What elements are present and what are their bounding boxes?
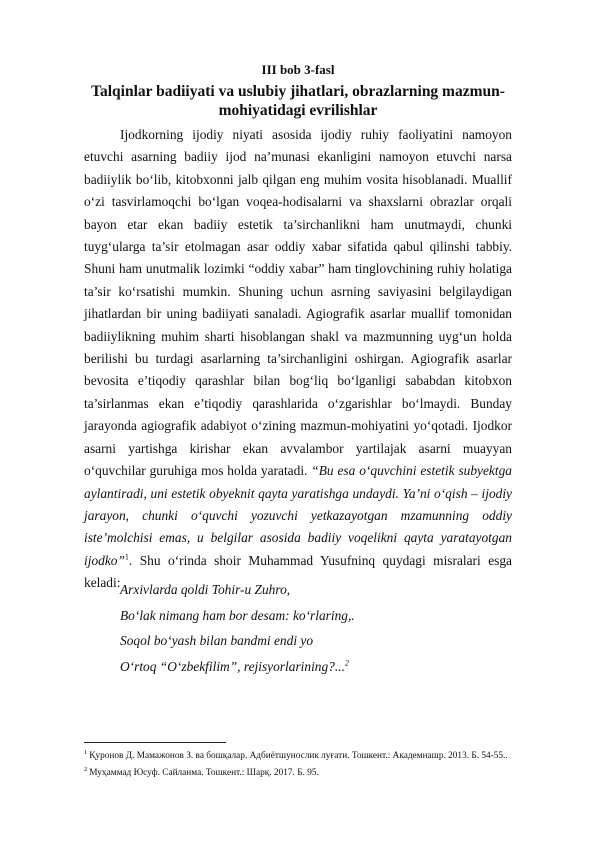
poem-line-text: O‘rtoq “O‘zbekfilim”, rejisyorlarining?... bbox=[120, 658, 345, 674]
body-paragraph bbox=[84, 124, 512, 595]
poem-excerpt bbox=[120, 577, 500, 679]
footnote-number: 1 bbox=[84, 748, 88, 756]
footnote-text: Муҳаммад Юсуф. Сайланма. Тошкент.: Шарқ. 2017. Б. 95. bbox=[89, 768, 319, 778]
footnotes bbox=[84, 748, 524, 782]
footnote-ref-2: 2 bbox=[344, 658, 349, 668]
footnote-ref-1: 1 bbox=[124, 552, 129, 562]
paragraph-closing-text: . Shu o‘rinda shoir Muhammad Yusufninq quydagi misralari esga keladi: bbox=[84, 552, 512, 591]
footnote-divider bbox=[84, 742, 226, 743]
poem-line-last bbox=[120, 654, 500, 680]
footnote-number: 2 bbox=[84, 765, 88, 773]
footnote-text: Қуронов Д. Мамажонов З. ва бошқалар. Адбиётшунослик луғати. Тошкент.: Академнашр. 2013. Б. 54-55.. bbox=[89, 751, 508, 761]
poem-line: Bo‘lak nimang ham bor desam: ko‘rlaring,. bbox=[120, 607, 355, 623]
footnote-item bbox=[84, 748, 524, 765]
section-title: Talqinlar badiiyati va uslubiy jihatlari, obrazlarning mazmun-mohiyatidagi evrilishlar bbox=[91, 83, 505, 119]
paragraph-main-text: Ijodkorning ijodiy niyati asosida ijodiy ruhiy faoliyatini namoyon etuvchi asarning badiiy ijod na’munasi ekanligini namoyon etuvchi narsa badiiylik bo‘lib, kitobxonni jalb qilgan eng muhim vosita hisoblanadi. Muallif o‘zi tasvirlamoqchi bo‘lgan voqea-hodisalarni va shaxslarni obrazlar orqali bayon etar ekan badiiy estetik ta’sirchanlikni ham unutmaydi, chunki tuyg‘ularga ta’sir etolmagan asar oddiy xabar sifatida qabul qilinshi tabbiy. Shuni ham unutmalik lozimki “oddiy xabar” ham tinglovchining ruhiy holatiga ta’sir ko‘rsatishi mumkin. Shuning uchun asrning saviyasini belgilaydigan jihatlardan bir uning badiiyati sanaladi. Agiografik asarlar muallif tomonidan badiiylikning muhim sharti hisoblangan shakl va mazmunning uyg‘un holda berilishi bu turdagi asarlarning ta’sirchanligini oshirgan. Agiografik asarlar bevosita e’tiqodiy qarashlar bilan bog‘liq bo‘lganligi sababdan kitobxon ta’sirlanmas ekan e’tiqodiy qarashlarida o‘zgarishlar bo‘lmaydi. Bunday jarayonda agiografik adabiyot o‘zining mazmun-mohiyatini yo‘qotadi. Ijodkor asarni yartishga kirishar ekan avvalambor yartilajak asarni muayyan o‘quvchilar guruhiga mos holda yaratadi. bbox=[84, 127, 512, 479]
poem-line: Soqol bo‘yash bilan bandmi endi yo bbox=[120, 633, 314, 648]
chapter-heading: III bob 3-fasl bbox=[261, 62, 335, 77]
quoted-definition: “Bu esa o‘quvchini estetik subyektga aylantiradi, uni estetik obyeknit qayta yaratishga undaydi. Ya’ni o‘qish – ijodiy jarayon, chunki o‘quvchi yozuvchi yetkazayotgan mzamunning oddiy iste’molchisi emas, u belgilar asosida badiiy voqelikni qayta yaratayotgan ijodko” bbox=[84, 463, 512, 568]
footnote-item bbox=[84, 765, 524, 782]
poem-line: Arxivlarda qoldi Tohir-u Zuhro, bbox=[120, 582, 291, 597]
